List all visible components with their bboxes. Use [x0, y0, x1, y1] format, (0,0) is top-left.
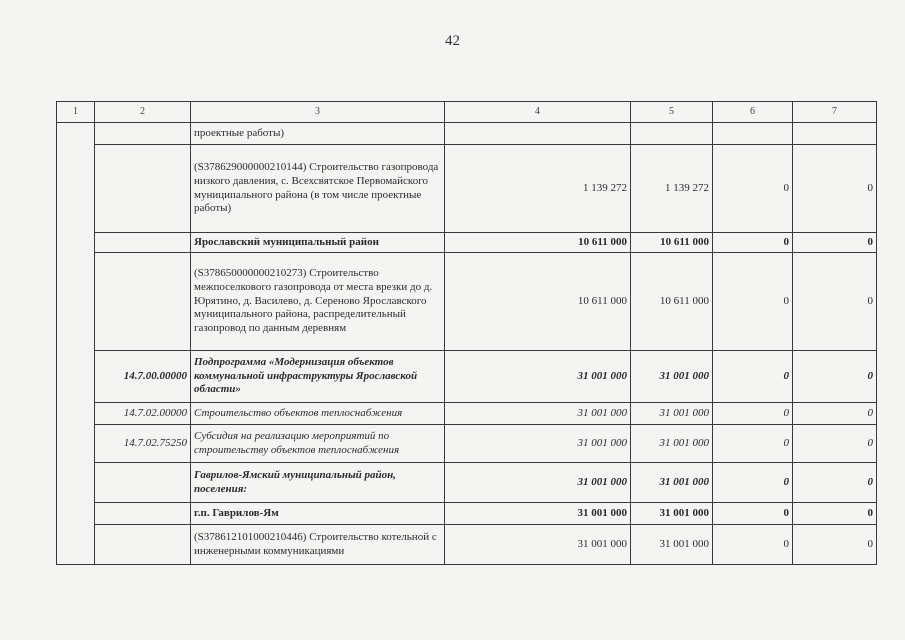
row-value-7	[793, 123, 877, 145]
row-code	[95, 123, 191, 145]
header-col-1: 1	[57, 102, 95, 123]
row-code: 14.7.02.75250	[95, 425, 191, 463]
row-value-7: 0	[793, 253, 877, 351]
row-description: (S378629000000210144) Строительство газопровода низкого давления, с. Всехсвятское Первомайского муниципального района (в том числе проектные работы)	[191, 145, 445, 233]
row-value-4: 31 001 000	[445, 463, 631, 503]
row-description: Субсидия на реализацию мероприятий по строительству объектов теплоснабжения	[191, 425, 445, 463]
row-code	[95, 525, 191, 565]
row-value-7: 0	[793, 503, 877, 525]
row-value-5: 31 001 000	[631, 403, 713, 425]
row-code	[95, 145, 191, 233]
row-value-5: 10 611 000	[631, 253, 713, 351]
row-value-4: 31 001 000	[445, 525, 631, 565]
table-row	[57, 525, 877, 565]
table-row	[57, 425, 877, 463]
row-value-7: 0	[793, 233, 877, 253]
row-value-4: 31 001 000	[445, 403, 631, 425]
row-code	[95, 253, 191, 351]
row-value-7: 0	[793, 425, 877, 463]
row-value-7: 0	[793, 351, 877, 403]
row-value-6: 0	[713, 253, 793, 351]
table-row	[57, 403, 877, 425]
row-value-5: 31 001 000	[631, 503, 713, 525]
row-description: проектные работы)	[191, 123, 445, 145]
table-row	[57, 253, 877, 351]
row-value-6: 0	[713, 463, 793, 503]
row-value-5: 31 001 000	[631, 463, 713, 503]
table-row	[57, 463, 877, 503]
row-description: Ярославский муниципальный район	[191, 233, 445, 253]
row-code	[95, 233, 191, 253]
row-value-5: 1 139 272	[631, 145, 713, 233]
row-description: Гаврилов-Ямский муниципальный район, поселения:	[191, 463, 445, 503]
table-row	[57, 145, 877, 233]
row-code: 14.7.02.00000	[95, 403, 191, 425]
row-value-5: 31 001 000	[631, 425, 713, 463]
header-col-4: 4	[445, 102, 631, 123]
row-description: Подпрограмма «Модернизация объектов коммунальной инфраструктуры Ярославской области»	[191, 351, 445, 403]
row-value-6: 0	[713, 525, 793, 565]
row-description: (S378612101000210446) Строительство котельной с инженерными коммуникациями	[191, 525, 445, 565]
row-code	[95, 503, 191, 525]
row-description: Строительство объектов теплоснабжения	[191, 403, 445, 425]
row-value-7: 0	[793, 403, 877, 425]
row-value-6: 0	[713, 145, 793, 233]
row-value-5: 31 001 000	[631, 525, 713, 565]
table-row	[57, 351, 877, 403]
row-value-4	[445, 123, 631, 145]
row-value-7: 0	[793, 525, 877, 565]
row-value-4: 31 001 000	[445, 503, 631, 525]
header-col-7: 7	[793, 102, 877, 123]
row-code: 14.7.00.00000	[95, 351, 191, 403]
row-value-4: 10 611 000	[445, 253, 631, 351]
row-value-5	[631, 123, 713, 145]
table-row	[57, 233, 877, 253]
row-value-6: 0	[713, 425, 793, 463]
row-value-7: 0	[793, 463, 877, 503]
row-value-6: 0	[713, 351, 793, 403]
row-value-7: 0	[793, 145, 877, 233]
row-value-5: 31 001 000	[631, 351, 713, 403]
row-value-6	[713, 123, 793, 145]
row-description: (S378650000000210273) Строительство межпоселкового газопровода от места врезки до д. Юрятино, д. Василево, д. Сереново Ярославского муниципального района, распределительный газопровод по данным деревням	[191, 253, 445, 351]
col-1-merged-cell	[57, 123, 95, 565]
header-row	[57, 102, 877, 123]
header-col-6: 6	[713, 102, 793, 123]
row-value-6: 0	[713, 403, 793, 425]
row-value-6: 0	[713, 503, 793, 525]
page-number: 42	[445, 33, 460, 49]
budget-table	[56, 101, 877, 565]
row-value-4: 31 001 000	[445, 425, 631, 463]
row-value-5: 10 611 000	[631, 233, 713, 253]
table-row	[57, 503, 877, 525]
row-value-6: 0	[713, 233, 793, 253]
row-value-4: 10 611 000	[445, 233, 631, 253]
row-value-4: 1 139 272	[445, 145, 631, 233]
header-col-3: 3	[191, 102, 445, 123]
header-col-2: 2	[95, 102, 191, 123]
row-code	[95, 463, 191, 503]
table-row	[57, 123, 877, 145]
row-value-4: 31 001 000	[445, 351, 631, 403]
header-col-5: 5	[631, 102, 713, 123]
row-description: г.п. Гаврилов-Ям	[191, 503, 445, 525]
